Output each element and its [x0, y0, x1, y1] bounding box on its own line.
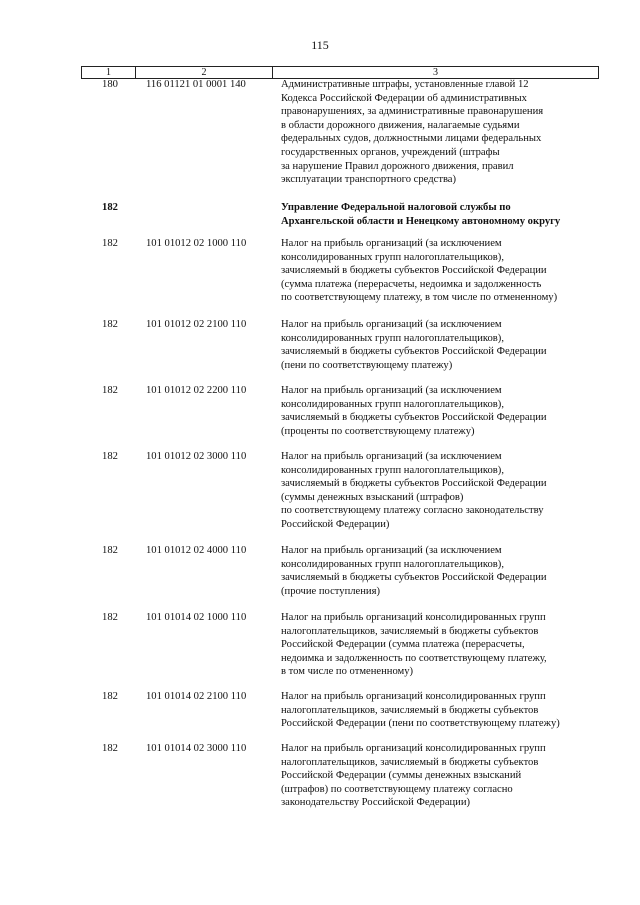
- revenue-description: Налог на прибыль организаций консолидированных групп налогоплательщиков, зачисляемый в бюджеты субъектов Российской Федерации (суммы денежных взысканий (штрафов) по соответствующему платежу согласно законодательству Российской Федерации): [281, 743, 546, 809]
- column-header-2: 2: [136, 67, 273, 79]
- revenue-code: 101 01012 02 3000 110: [146, 451, 247, 462]
- page-number: 115: [311, 38, 329, 52]
- column-header-1: 1: [82, 67, 136, 79]
- admin-code: 182: [102, 743, 118, 754]
- admin-code: 182: [102, 545, 118, 556]
- admin-code: 182: [102, 612, 118, 623]
- revenue-description: Налог на прибыль организаций (за исключением консолидированных групп налогоплательщиков), зачисляемый в бюджеты субъектов Российской Федерации (суммы денежных взысканий (штрафов) по соответствующему платежу согласно законодательству Российской Федерации): [281, 451, 547, 530]
- revenue-code: 101 01014 02 3000 110: [146, 743, 247, 754]
- admin-code: 182: [102, 238, 118, 249]
- revenue-description: Административные штрафы, установленные главой 12 Кодекса Российской Федерации об административных правонарушениях, за административные правонарушения в области дорожного движения, налагаемые судьями федеральных судов, должностными лицами федеральных государственных органов, учреждений (штрафы за нарушение Правил дорожного движения, правил эксплуатации транспортного средства): [281, 79, 544, 186]
- admin-code: 180: [102, 79, 118, 90]
- revenue-description: Налог на прибыль организаций (за исключением консолидированных групп налогоплательщиков), зачисляемый в бюджеты субъектов Российской Федерации (сумма платежа (перерасчеты, недоимка и задолженность по соответствующему платежу, в том числе по отмененному): [281, 238, 558, 304]
- revenue-code: 101 01012 02 4000 110: [146, 545, 247, 556]
- revenue-code: 101 01012 02 1000 110: [146, 238, 247, 249]
- admin-code: 182: [102, 451, 118, 462]
- revenue-code: 116 01121 01 0001 140: [146, 79, 246, 90]
- admin-code: 182: [102, 202, 118, 213]
- admin-code: 182: [102, 691, 118, 702]
- admin-code: 182: [102, 319, 118, 330]
- section-title: Управление Федеральной налоговой службы по Архангельской области и Ненецкому автономному округу: [281, 202, 561, 227]
- revenue-code: 101 01014 02 1000 110: [146, 612, 247, 623]
- revenue-code: 101 01012 02 2100 110: [146, 319, 247, 330]
- column-header-3: 3: [273, 67, 599, 79]
- revenue-description: Налог на прибыль организаций консолидированных групп налогоплательщиков, зачисляемый в бюджеты субъектов Российской Федерации (сумма платежа (перерасчеты, недоимка и задолженность по соответствующему платежу, в том числе по отмененному): [281, 612, 547, 678]
- revenue-description: Налог на прибыль организаций консолидированных групп налогоплательщиков, зачисляемый в бюджеты субъектов Российской Федерации (пени по соответствующему платежу): [281, 691, 560, 730]
- revenue-description: Налог на прибыль организаций (за исключением консолидированных групп налогоплательщиков), зачисляемый в бюджеты субъектов Российской Федерации (пени по соответствующему платежу): [281, 319, 547, 371]
- revenue-description: Налог на прибыль организаций (за исключением консолидированных групп налогоплательщиков), зачисляемый в бюджеты субъектов Российской Федерации (прочие поступления): [281, 545, 547, 597]
- revenue-code: 101 01014 02 2100 110: [146, 691, 247, 702]
- revenue-code: 101 01012 02 2200 110: [146, 385, 247, 396]
- revenue-description: Налог на прибыль организаций (за исключением консолидированных групп налогоплательщиков), зачисляемый в бюджеты субъектов Российской Федерации (проценты по соответствующему платежу): [281, 385, 547, 437]
- admin-code: 182: [102, 385, 118, 396]
